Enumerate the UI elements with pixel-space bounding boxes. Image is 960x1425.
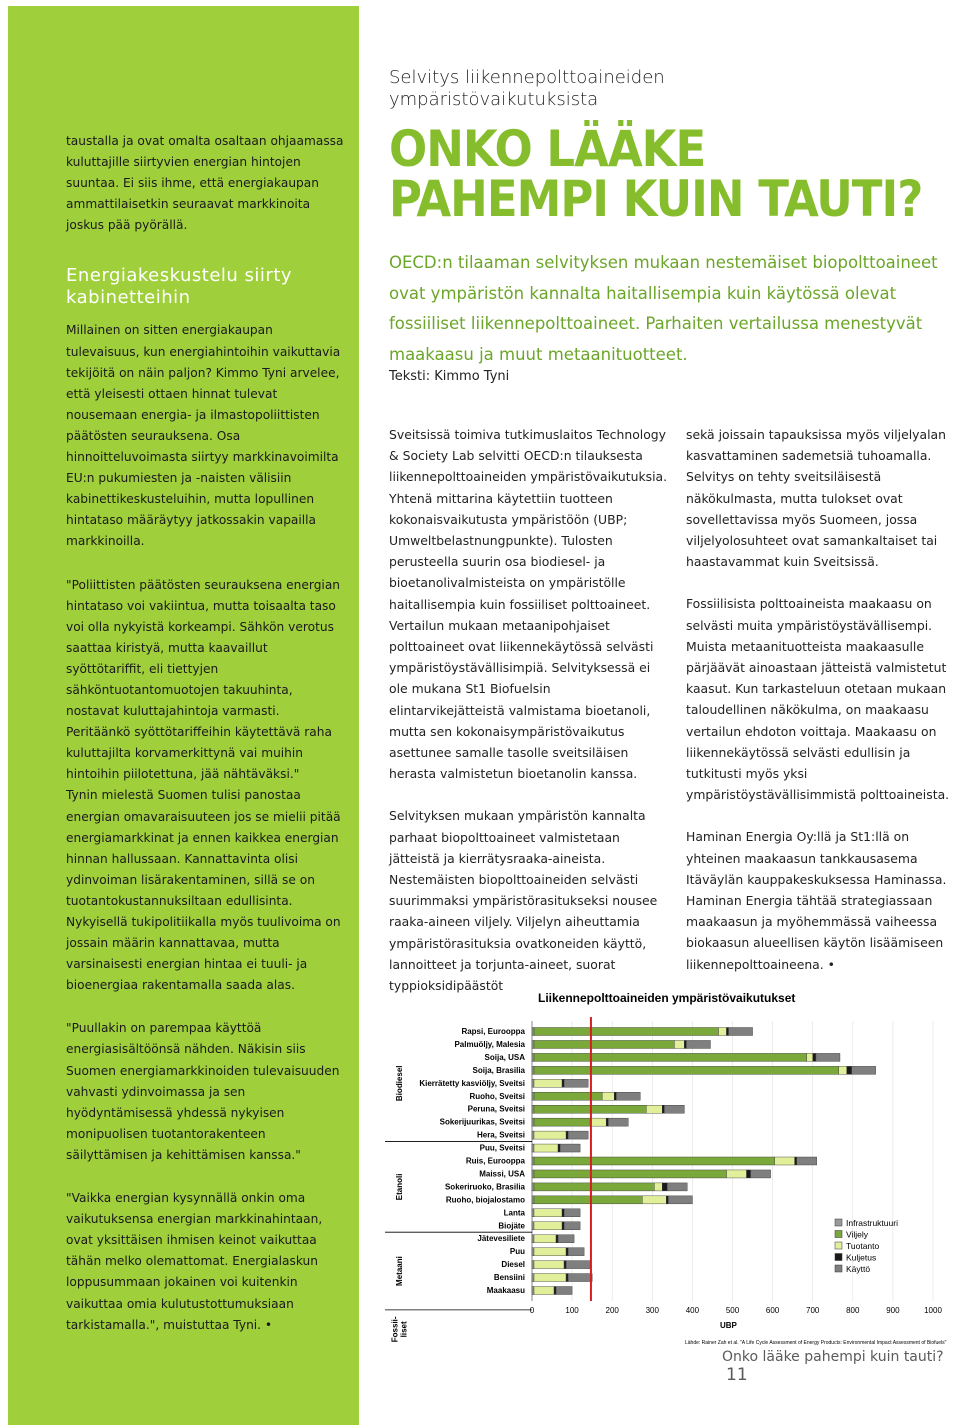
green-sidebar	[8, 6, 359, 1425]
chart-bar-käyttö	[667, 1183, 687, 1191]
chart-bar-infrastruktuuri	[532, 1183, 534, 1191]
chart-category-label: Soija, Brasilia	[472, 1065, 525, 1075]
chart-bar-infrastruktuuri	[532, 1196, 534, 1204]
chart-bar-tuotanto	[534, 1144, 558, 1152]
sidebar-quote-3: "Vaikka energian kysynnällä onkin oma vaikutuksensa energian markkinahintaan, ovat yksittäisen ihmisen keinot vaikuttaa tähän melko olemattomat. Energialaskun loppusummaan jokainen voi kuitenkin vaikuttaa omia kulutustottumuksiaan tarkistamalla.", muistuttaa Tyni. •	[66, 1191, 323, 1332]
chart-bar-infrastruktuuri	[532, 1235, 534, 1243]
chart-x-label: UBP	[720, 1320, 737, 1330]
chart-bar-käyttö	[564, 1209, 580, 1217]
chart-legend-label: Käyttö	[846, 1264, 871, 1274]
chart-bar-viljely	[534, 1040, 674, 1048]
chart-category-label: Hera, Sveitsi	[476, 1130, 525, 1140]
chart-bar-kuljetus	[566, 1274, 568, 1282]
chart-category-label: Rapsi, Eurooppa	[461, 1027, 525, 1036]
chart-bar-infrastruktuuri	[532, 1248, 534, 1256]
chart-bar-infrastruktuuri	[532, 1144, 534, 1152]
chart-group-label: Metaani	[395, 1256, 404, 1286]
chart-bar-kuljetus	[564, 1261, 566, 1269]
chart-bar-kuljetus	[562, 1222, 564, 1230]
chart-bar-viljely	[534, 1092, 602, 1100]
chart-bar-infrastruktuuri	[532, 1040, 534, 1048]
chart-bar-tuotanto	[726, 1170, 746, 1178]
chart-bar-viljely	[534, 1118, 590, 1126]
chart-bar-kuljetus	[614, 1092, 616, 1100]
chart-tick-label: 1000	[924, 1305, 942, 1315]
chart-legend-label: Infrastruktuuri	[846, 1218, 898, 1228]
chart-bar-käyttö	[608, 1118, 628, 1126]
chart-bar-käyttö	[564, 1079, 588, 1087]
title-part: PAHEMPI KUIN	[389, 170, 759, 228]
chart-tick-label: 600	[765, 1305, 780, 1315]
chart-bar-infrastruktuuri	[532, 1079, 534, 1087]
chart-bar-kuljetus	[566, 1248, 568, 1256]
chart-bar-infrastruktuuri	[532, 1209, 534, 1217]
chart-bar-käyttö	[558, 1235, 574, 1243]
sidebar-heading: Energiakeskustelu siirty kabinetteihin	[66, 265, 293, 309]
chart-category-label: Maakaasu	[486, 1286, 525, 1295]
chart-bar-kuljetus	[847, 1066, 852, 1074]
chart-group-label: Biodiesel	[395, 1065, 404, 1102]
chart-bar-viljely	[534, 1053, 807, 1061]
chart-bar-tuotanto	[534, 1209, 562, 1217]
chart-bar-kuljetus	[662, 1183, 667, 1191]
chart-bar-käyttö	[751, 1170, 771, 1178]
chart-tick-label: 0	[529, 1305, 535, 1315]
chart-bar-viljely	[534, 1157, 775, 1165]
page-footer	[722, 1349, 960, 1385]
title-line-2	[389, 170, 922, 228]
chart-bar-tuotanto	[646, 1105, 662, 1113]
chart-bar-infrastruktuuri	[532, 1261, 534, 1269]
chart-bar-tuotanto	[654, 1183, 662, 1191]
article-kicker: Selvitys liikennepolttoaineiden ympäristövaikutuksista	[389, 67, 665, 110]
chart-bar-infrastruktuuri	[532, 1157, 534, 1165]
chart-bar-kuljetus	[558, 1144, 560, 1152]
chart-legend-label: Kuljetus	[846, 1252, 877, 1263]
article-byline: Teksti: Kimmo Tyni	[389, 369, 510, 384]
chart-bar-infrastruktuuri	[532, 1105, 534, 1113]
chart-bar-käyttö	[564, 1222, 580, 1230]
chart-bar-käyttö	[852, 1066, 876, 1074]
chart-bar-infrastruktuuri	[532, 1274, 534, 1282]
chart-category-label: Kierrätetty kasviöljy, Sveitsi	[419, 1078, 525, 1088]
chart-bar-tuotanto	[534, 1287, 554, 1295]
column-2-paragraph-3: Haminan Energia Oy:llä ja St1:llä on yhteinen maakaasun tankkausasema Itäväylän kauppakeskuksessa Haminassa. Haminan Energia tähtää strategiassaan maakaasun ja myöhemmässä vaiheessa biokaasun alueellisen käytön lisäämiseen liikennepolttoaineena. •	[686, 829, 947, 972]
chart-tick-label: 100	[565, 1305, 579, 1315]
chart-bar-kuljetus	[747, 1170, 751, 1178]
chart-bar-tuotanto	[674, 1040, 684, 1048]
column-2-paragraph-1: sekä joissain tapauksissa myös viljelyalan kasvattaminen sademetsiä tuhoamalla. Selvitys on tehty sveitsiläisestä näkökulmasta, mutta tulokset ovat sovellettavissa myös Suomeen, jossa viljelyolosuhteet ovat samankaltaiset tai haastavammat kuin Sveitsissä.	[686, 427, 946, 570]
chart-bar-kuljetus	[556, 1235, 558, 1243]
chart-bar-tuotanto	[807, 1053, 813, 1061]
title-part-bold: LÄÄKE	[546, 120, 706, 178]
chart-bar-käyttö	[668, 1196, 692, 1204]
chart-bar-kuljetus	[813, 1053, 816, 1061]
title-part: ?	[897, 170, 923, 228]
chart-bar-käyttö	[664, 1105, 684, 1113]
sidebar-paragraph-2: Millainen on sitten energiakaupan tulevaisuus, kun energiahintoihin vaikuttavia tekijöitä on näin paljon? Kimmo Tyni arvelee, että yleisesti ottaen hinnat tulevat nousemaan energia- ja ilmastopoliittisten päätösten seurauksena. Osa hinnoitteluvoimasta siirtyy markkinavoimilta EU:n pukumiesten ja -naisten välisiin kabinettikeskusteluihin, mutta lopullinen hintataso määräytyy jatkossakin vapailla markkinoilla.	[66, 323, 341, 549]
title-part: ONKO	[389, 120, 547, 178]
chart-bar-käyttö	[556, 1287, 572, 1295]
chart-bar-infrastruktuuri	[532, 1118, 534, 1126]
chart-tick-label: 400	[685, 1305, 700, 1315]
chart-bar-tuotanto	[534, 1235, 556, 1243]
article-column-2	[686, 424, 958, 975]
chart-bar-kuljetus	[666, 1196, 668, 1204]
chart-bar-käyttö	[616, 1092, 640, 1100]
column-2-paragraph-2: Fossiilisista polttoaineista maakaasu on selvästi muita ympäristöystävällisempi. Muista metaanituotteista maakaasulle pärjäävät ainoastaan jätteistä valmistetut kaasut. Kun tarkasteluun otetaan mukaan taloudellinen näkökulma, on maakaasu vertailun ehdoton voittaja. Maakaasu on liikennekäytössä selvästi edullisin ja tutkitusti myös yksi ympäristöystävällisimmistä polttoaineista.	[686, 596, 950, 803]
article-title	[389, 120, 949, 228]
chart-category-label: Ruis, Eurooppa	[465, 1156, 525, 1166]
chart-tick-label: 300	[645, 1305, 659, 1315]
chart-bar-tuotanto	[775, 1157, 795, 1165]
chart-category-label: Sokerijuurikas, Sveitsi	[439, 1117, 525, 1127]
chart-tick-label: 700	[806, 1305, 820, 1315]
chart-tick-label: 900	[886, 1305, 900, 1315]
chart-group-label: liset	[399, 1321, 409, 1338]
page-number: 11	[726, 1365, 748, 1385]
chart-bar-infrastruktuuri	[532, 1222, 534, 1230]
chart-tick-label: 800	[846, 1305, 860, 1315]
chart-bar-käyttö	[568, 1131, 588, 1139]
chart-category-label: Biojäte	[498, 1221, 525, 1231]
environmental-impact-chart	[380, 985, 960, 1345]
chart-title: Liikennepolttoaineiden ympäristövaikutukset	[538, 991, 796, 1005]
chart-category-label: Puu, Sveitsi	[479, 1143, 525, 1153]
chart-category-label: Peruna, Sveitsi	[467, 1104, 525, 1114]
chart-bar-käyttö	[797, 1157, 817, 1165]
chart-bar-käyttö	[560, 1144, 580, 1152]
chart-bar-infrastruktuuri	[532, 1170, 534, 1178]
chart-bar-viljely	[534, 1196, 642, 1204]
chart-category-label: Palmuöljy, Malesia	[454, 1039, 525, 1049]
chart-legend-swatch	[835, 1265, 842, 1272]
chart-bar-kuljetus	[795, 1157, 797, 1165]
chart-category-label: Jätevesiliete	[477, 1234, 525, 1244]
footer-title: Onko lääke pahempi kuin tauti?	[722, 1349, 944, 1365]
chart-bar-käyttö	[816, 1053, 840, 1061]
chart-group-label: Etanoli	[395, 1173, 404, 1201]
chart-category-label: Maissi, USA	[479, 1169, 525, 1179]
chart-legend-label: Viljely	[846, 1229, 869, 1240]
chart-bar-infrastruktuuri	[532, 1287, 534, 1295]
chart-bar-kuljetus	[554, 1287, 556, 1295]
chart-category-label: Ruoho, Sveitsi	[469, 1091, 525, 1101]
chart-bar-tuotanto	[534, 1222, 562, 1230]
chart-legend-swatch	[835, 1219, 842, 1226]
article-lead: OECD:n tilaaman selvityksen mukaan nestemäiset biopolttoaineet ovat ympäristön kannalta haitallisempia kuin käytössä olevat fossiiliset liikennepolttoaineet. Parhaiten vertailussa menestyvät maakaasu ja muut metaanituotteet.	[389, 253, 938, 364]
chart-bar-tuotanto	[534, 1261, 564, 1269]
chart-bar-tuotanto	[839, 1066, 847, 1074]
sidebar-paragraph-4: Tynin mielestä Suomen tulisi panostaa energian omavaraisuuteen jos se mielii pitää energiamarkkinat ja ennen kaikkea energian hinnan hallussaan. Kannattavinta olisi ydinvoiman lisärakentaminen, sillä se on tuotantokustannuksiltaan edullisinta. Nykyisellä tukipolitiikalla myös tuulivoima on jossain määrin kannattavaa, mutta varsinaisesti energian hintaa ei tuuli- ja bioenergiaa rakentamalla saada alas.	[66, 788, 341, 993]
chart-category-label: Soija, USA	[484, 1052, 525, 1062]
chart-bar-viljely	[534, 1066, 839, 1074]
chart-source: Lähde: Rainer Zah et al. "A Life Cycle Assessment of Energy Products: Environmental Impact Assessment of Biofuels"	[685, 1339, 947, 1345]
chart-bar-infrastruktuuri	[532, 1053, 534, 1061]
sidebar-quote-1: "Poliittisten päätösten seurauksena energian hintataso voi vakiintua, mutta toisaalta taso voi olla nykyistä korkeampi. Sähkön verotus saattaa kiristyä, mutta kaavaillut syöttötariffit, eli tiettyjen sähköntuotantomuotojen takuuhinta, nostavat kuluttajahintoja varmasti. Peritäänkö syöttötariffeihin käytettävä raha kuluttajilta korvamerkittynä vai muihin hintoihin piilotettuna, jää nähtäväksi."	[66, 577, 341, 782]
sidebar-paragraph-1: taustalla ja ovat omalta osaltaan ohjaamassa kuluttajille siirtyvien energian hintojen suuntaa. Ei siis ihme, että energiakaupan ammattilaisetkin seuraavat markkinoita joskus pää pyörällä.	[66, 134, 344, 233]
chart-bar-käyttö	[566, 1261, 590, 1269]
chart-category-label: Diesel	[501, 1260, 525, 1270]
chart-bar-käyttö	[568, 1274, 592, 1282]
chart-bar-tuotanto	[534, 1131, 566, 1139]
chart-category-label: Ruoho, biojalostamo	[445, 1195, 525, 1205]
chart-category-label: Lanta	[503, 1208, 525, 1218]
chart-legend-swatch	[835, 1242, 842, 1249]
chart-bar-kuljetus	[566, 1131, 568, 1139]
chart-bar-kuljetus	[562, 1209, 564, 1217]
chart-bar-tuotanto	[534, 1248, 566, 1256]
sidebar-text	[66, 131, 344, 1336]
sidebar-quote-2: "Puullakin on parempaa käyttöä energiasisältöönsä nähden. Näkisin siis Suomen energiamarkkinoiden tulevaisuuden vahvasti ydinvoimassa ja sen hyödyntämisessä yhdessä nykyisen monipuolisen tuotantorakenteen säilyttämisen ja kehittämisen kanssa."	[66, 1021, 340, 1162]
chart-legend-swatch	[835, 1254, 842, 1261]
chart-category-label: Sokeriruoko, Brasilia	[444, 1182, 525, 1192]
chart-bar-tuotanto	[534, 1274, 566, 1282]
chart-category-label: Puu	[509, 1247, 525, 1257]
chart-bar-käyttö	[686, 1040, 710, 1048]
chart-bar-infrastruktuuri	[532, 1131, 534, 1139]
chart-bar-käyttö	[728, 1028, 752, 1036]
chart-category-label: Bensiini	[493, 1273, 525, 1283]
chart-bar-tuotanto	[642, 1196, 666, 1204]
chart-legend-label: Tuotanto	[846, 1241, 880, 1251]
chart-bar-tuotanto	[534, 1079, 562, 1087]
chart-bar-kuljetus	[684, 1040, 686, 1048]
chart-bar-infrastruktuuri	[532, 1028, 534, 1036]
column-1-paragraph-2: Selvityksen mukaan ympäristön kannalta parhaat biopolttoaineet valmistetaan jätteistä ja kierrätysraaka-aineista. Nestemäisten biopolttoaineiden selvästi suurimmaksi ympäristörasitukseksi nousee raaka-aineen viljely. Viljelyn aiheuttamia ympäristörasituksia ovatkoneiden käyttö, lannoitteet ja torjunta-aineet, suorat typpioksidipäästöt	[389, 808, 658, 994]
chart-bar-viljely	[534, 1170, 726, 1178]
chart-bar-kuljetus	[562, 1079, 564, 1087]
chart-bar-käyttö	[568, 1248, 584, 1256]
chart-bar-infrastruktuuri	[532, 1092, 534, 1100]
chart-legend-swatch	[835, 1231, 842, 1238]
article-column-1	[389, 424, 669, 996]
chart-bar-kuljetus	[726, 1028, 728, 1036]
title-part-bold: TAUTI	[758, 170, 898, 228]
chart-bar-tuotanto	[602, 1092, 614, 1100]
chart-group-label: Fossii-	[390, 1316, 400, 1343]
chart-bar-tuotanto	[718, 1028, 726, 1036]
chart-tick-label: 500	[725, 1305, 740, 1315]
chart-bar-viljely	[534, 1183, 654, 1191]
column-1-paragraph-1: Sveitsissä toimiva tutkimuslaitos Technology & Society Lab selvitti OECD:n tilauksesta liikennepolttoaineiden ympäristövaikutuksia. Yhtenä mittarina käytettiin tuotteen kokonaisvaikutusta ympäristöön (UBP; Umweltbelastnungpunkte). Tulosten perusteella suurin osa biodiesel- ja bioetanolivalmisteista on ympäristölle haitallisempia kuin fossiiliset polttoaineet. Vertailun mukaan metaanipohjaiset polttoaineet ovat liikennekäytössä selvästi ympäristöystävällisimpiä. Selvityksessä ei ole mukana St1 Biofuelsin elintarvikejätteistä valmistama bioetanoli, mutta sen kokonaisympäristövaikutus asettunee samalle tasolle sveitsiläisen herasta valmistetun bioetanolin kanssa.	[389, 427, 668, 782]
chart-bar-tuotanto	[590, 1118, 606, 1126]
chart-bar-kuljetus	[662, 1105, 664, 1113]
chart-tick-label: 200	[605, 1305, 619, 1315]
chart-bar-infrastruktuuri	[532, 1066, 534, 1074]
chart-bar-viljely	[534, 1028, 718, 1036]
chart-bar-kuljetus	[606, 1118, 608, 1126]
